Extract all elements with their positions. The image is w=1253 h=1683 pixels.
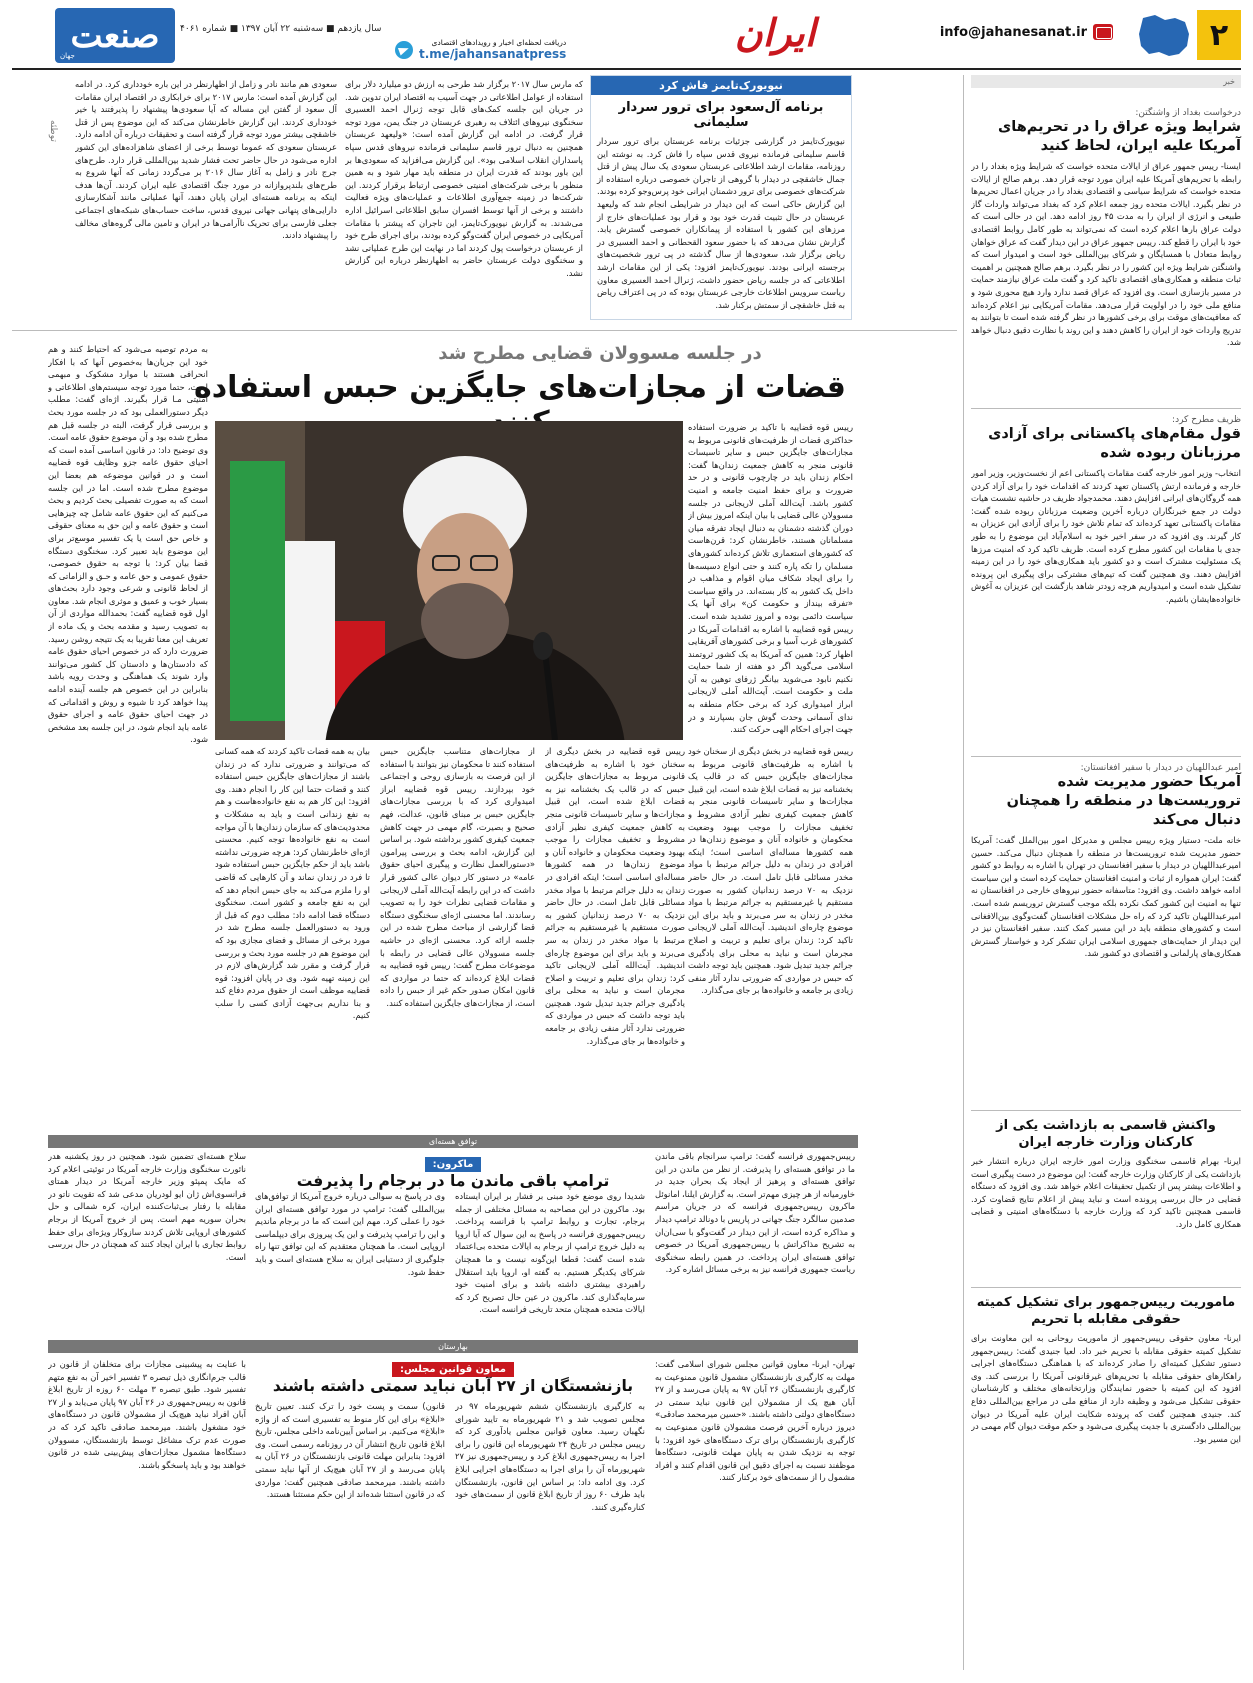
iran-map-icon (1135, 12, 1193, 60)
nyt-body: نیویورک‌تایمز در گزارشی جزئیات برنامه عربستان برای ترور سردار قاسم سلیمانی فرمانده نیروی قدس سپاه را فاش کرد. به نوشته این روزنامه، مقامات ارشد اطلاعاتی عربستان سعودی یک سال پیش از قتل جمال خاشقچی در دیدار با گروهی از تاجران خصوصی درباره استفاده از شرکت‌های خصوصی برای ترور دشمنان ایرانی خود پرس‌وجو کرده بودند. این گزارش حاکی است که این دیدار در شرایطی انجام شد که ولیعهد عربستان در حال تثبیت قدرت خود بود و قرار بود عملیات‌های خارج از مرزهای این کشور با استفاده از پیمانکاران خصوصی گسترش یابد. گزارش نشان می‌دهد که با حضور سعود القحطانی و احمد العسیری در ریاض برگزار شد، سعودی‌ها از سال گذشته در پی ترور شخصیت‌های برجسته ایرانی بودند. نیویورک‌تایمز افزود: یکی از این مقامات ارشد اطلاعاتی که در جلسه ریاض حضور داشت، ژنرال احمد العسیری معاون ریاست سرویس اطلاعات خارجی عربستان بوده که در پی اعتراف ریاض به قتل خاشقچی از سمتش برکنار شد. (597, 136, 845, 310)
baharestan-col: تهران- ایرنا- معاون قوانین مجلس شورای اسلامی گفت: مهلت به کارگیری بازنشستگان مشمول قانون ممنوعیت به کارگیری بازنشستگان ۲۶ آبان ۹۷ به پایان می‌رسد و از ۲۷ آبان هیچ یک از مشمولان این قانون نباید سمتی در دستگاه‌های دولتی داشته باشند. «حسین میرمحمد صادقی» دیروز درباره آخرین فرصت مشمولان قانون ممنوعیت به کارگیری بازنشستگان برای ترک دستگاه‌های خود افزود: با توجه به نزدیک شدن به پایان مهلت قانونی، دستگاه‌ها موظفند نسبت به اجرای دقیق این قانون اقدام کنند و افراد مشمول را از سمت‌های خود برکنار کنند. (655, 1359, 855, 1483)
nyt-headline: برنامه آل‌سعود برای ترور سردار سلیمانی (618, 100, 824, 130)
main-story-col: بیان به همه قضات تاکید کردند که همه کسانی که می‌توانند و ضرورتی ندارد که در زندان باشند از مجازات‌های جایگزین حبس استفاده کنند و قضات حتما این کار را انجام دهند. وی افزود: این کار هم به نفع خانواده‌هاست و هم به نفع زندانی است و باید به مشکلات و محدودیت‌های که سازمان زندان‌ها با آن مواجه است به نفع خانواده‌ها توجه کنیم. محسنی اژه‌ای خاطرنشان کرد: هرچه ضرورتی نداشته باشد باید از حکم جایگزین حبس استفاده شود تا فرد در زندان نماند و آن کارهایی که قاضی او را ملزم می‌کند به جای حبس انجام دهد که این به نفع جامعه و کشور است. سخنگوی دستگاه قضا ادامه داد: مطلب دوم که قبل از ورود به دستورالعمل جلسه مطرح شد در مورد برخی از مسائل و فضای مجازی بود که این موضوع هم در جلسه مورد بحث و بررسی قرار گرفت و مقرر شد گزارش‌های لازم در این زمینه تهیه شود. وی در پایان افزود: قوه قضاییه موظف است از حقوق مردم دفاع کند و بنا نداریم بی‌جهت آزادی کسی را سلب کنیم. (215, 746, 370, 1021)
story-kicker: ظریف مطرح کرد: (1172, 415, 1241, 425)
news-story (971, 415, 1241, 750)
nyt-story-box (590, 75, 852, 320)
news-story (971, 1117, 1241, 1281)
box-label: بهارستان (48, 1340, 858, 1353)
divider (971, 756, 1241, 757)
story-body: ایسنا- رییس جمهور عراق از ایالات متحده خواست که شرایط ویژه بغداد را در رابطه با تحریم‌های آمریکا علیه ایران مورد توجه قرار دهد. برهم صالح از ایالات متحده خواست که شرایط سیاسی و اقتصادی بغداد را در جریان اعمال تحریم‌ها در نظر بگیرد. ایالات متحده روز جمعه اعلام کرد که بغداد می‌تواند واردات گاز طبیعی و انرژی از ایران را به مدت ۴۵ روز ادامه دهد. این در حالی است که دولت عراق بارها اعلام کرده است که نمی‌تواند به طور کامل روابط اقتصادی خود با ایران را قطع کند. رییس جمهور عراق در این دیدار گفت که عراق خواهان روابط متعادل با همسایگان و شرکای بین‌المللی خود است و امیدوار است که واشنگتن شرایط ویژه این کشور را در نظر بگیرد. برهم صالح همچنین بر اهمیت ثبات منطقه و همکاری‌های اقتصادی تاکید کرد و گفت ملت عراق نیازمند حمایت در مسیر بازسازی است. وی افزود که عراق قصد ندارد وارد هیچ محوری شود و منافع ملی خود را در اولویت قرار می‌دهد. مقامات آمریکایی نیز اعلام کرده‌اند که معافیت‌های موقت برای برخی کشورها در نظر گرفته شده است تا بتوانند به تدریج واردات خود از ایران را کاهش دهند و این روند با نظارت دقیق دنبال خواهد شد. (971, 161, 1241, 348)
news-story (971, 763, 1241, 1104)
macron-col: وی در پاسخ به سوالی درباره خروج آمریکا از توافق‌های بین‌المللی گفت: ترامپ در مورد توافق هسته‌ای ایران خود را عملی کرد. مهم این است که ما در برجام ماندیم و این را ترامپ پذیرفت و این یک پیروزی برای دیپلماسی اروپایی است. ما همچنان معتقدیم که این توافق تنها راه جلوگیری از دستیابی ایران به سلاح هسته‌ای است و باید حفظ شود. (255, 1191, 445, 1277)
story-kicker: امیر عبداللهیان در دیدار با سفیر افغانستان: (1080, 763, 1241, 773)
side-label: توطئه (48, 120, 58, 142)
macron-col: سلاح هسته‌ای تضمین شود. همچنین در روز یکشنبه هدر نائورت سخنگوی وزارت خارجه آمریکا در توئیتی اعلام کرد که مایک پمپئو وزیر خارجه آمریکا در دیدار همتای فرانسوی‌اش ژان ایو لودریان مدعی شد که تقویت ناتو در مقابله با رفتار بی‌ثبات‌کننده ایران، کره شمالی و حل بحران سوریه مهم است. پس از خروج آمریکا از برجام کشورهای اروپایی تلاش کردند سازوکار ویژه‌ای برای حفظ روابط تجاری با ایران ایجاد کنند که همچنان در حال بررسی است. (48, 1151, 246, 1262)
masthead-text: صنعت (70, 15, 160, 56)
main-story-col: از مجازات‌های متناسب جایگزین حبس استفاده کنند تا محکومان نیز بتوانند با استفاده از این فرصت به بازسازی روحی و اجتماعی خود بپردازند. رییس قوه قضاییه ابراز امیدواری کرد که با بررسی مجازات‌های جایگزین حبس بر مبنای قانون، عدالت، فهم صحیح و بصیرت، گام مهمی در جهت کاهش جمعیت کیفری کشور برداشته شود. بر اساس این گزارش، ادامه بحث و بررسی پیرامون «دستورالعمل نظارت و پیگیری احیای حقوق عامه» در دستور کار دیوان عالی کشور قرار داشت که در این رابطه آیت‌الله آملی لاریجانی و مقامات قضایی نظرات خود را به تصویب رساندند. اما محسنی اژه‌ای سخنگوی دستگاه قضا گزارشی از مباحث مطرح شده در این جلسه ارائه کرد. محسنی اژه‌ای در حاشیه جلسه مسوولان عالی قضایی در رابطه با موضوعات مطرح گفت: رییس قوه قضاییه به قضات ابلاغ کرده‌اند که حتما در مواردی که قانون امکان صدور حکم غیر از حبس را داده است، از مجازات‌های جایگزین استفاده کنند. (380, 746, 535, 1008)
main-story-headline: قضات از مجازات‌های جایگزین حبس استفاده (194, 370, 846, 405)
news-story (971, 108, 1241, 402)
nyt-body-continued: سعودی هم مانند نادر و زامل از اظهارنظر در این باره خودداری کرد. در ادامه این گزارش آمده است: مارس ۲۰۱۷ برای خرابکاری در اقتصاد ایران مقامات آل سعود از گفتن این مساله که آیا سعودی‌ها پیشنهاد را پذیرفتند یا خیر خودداری کردند. این گزارش خاطرنشان می‌کند که این موضوع پس از قتل خاشقچی بیشتر مورد توجه قرار گرفته است و تحقیقات درباره آن ادامه دارد. عربستان سعودی که عموما توسط برخی از اعضای شاهزاده‌های این کشور اداره می‌شود در حال حاضر تحت فشار شدید بین‌المللی قرار دارد. طرح‌های جرج نادر و زامل به آغاز سال ۲۰۱۶ بر می‌گردد زمانی که آنها شروع به طرح‌های بلندپروازانه در مورد جنگ اقتصادی علیه ایران کردند. آن‌ها هدف اینکه به برنامه هسته‌ای ایران پایان دهند، آنها عملیاتی مانند آشکارسازی دارایی‌های پنهانی جهانی نیروی قدس، ساخت حساب‌های شبکه‌های اجتماعی جعلی فارسی برای تحریک ناآرامی‌ها در ایران و تامین مالی گروه‌های مخالف را پیشنهاد دادند. (75, 79, 337, 241)
column-divider (963, 75, 964, 1670)
story-body: انتخاب- وزیر امور خارجه گفت مقامات پاکستانی اعم از نخست‌وزیر، وزیر امور خارجه و فرمانده ارتش پاکستان تعهد کردند که اقدامات خود را برای آزاد کردن همه گروگان‌های ایرانی افزایش دهند. محمدجواد ظریف در حاشیه نشست هیات دولت در جمع خبرنگاران درباره آخرین وضعیت مرزبانان ربوده شده گفت: مقامات پاکستانی تعهد کرده‌اند که تمام تلاش خود را برای آزادی این عزیزان به کار گیرند. وی افزود که در سفر اخیر خود به اسلام‌آباد این موضوع را به طور جدی با مقامات این کشور مطرح کرده است. ظریف تاکید کرد که امنیت مرزها یک مسئولیت مشترک است و دو کشور باید همکاری‌های خود را در این زمینه افزایش دهند. وی همچنین گفت که تیم‌های مشترکی برای پیگیری این پرونده تشکیل شده است و امیدواریم هرچه زودتر شاهد بازگشت این عزیزان به آغوش خانواده‌هایشان باشیم. (971, 468, 1241, 604)
main-story-col: رییس قوه قضاییه با تاکید بر ضرورت استفاده حداکثری قضات از ظرفیت‌های قانونی مربوط به مجازات‌های جایگزین حبس و سایر تاسیسات قانونی منجر به کاهش جمعیت زندان‌ها گفت: احکام زندان باید در چارچوب قانونی و در حد ضرورت و برای حفظ امنیت جامعه و امنیت کشور باشد. آیت‌الله آملی لاریجانی در جلسه مسوولان عالی قضایی با بیان اینکه امروز بیش از دوران گذشته دشمنان به دنبال ایجاد تفرقه میان مسلمانان هستند، خاطرنشان کرد: قرن‌هاست که کشورهای استعماری تلاش کرده‌اند کشورهای مسلمان را تکه پاره کنند و حتی انواع دسیسه‌ها را برای ایجاد شکاف میان اقوام و مذاهب در داخل یک کشور به کار بسته‌اند. در واقع سیاست «تفرقه بینداز و حکومت کن» برای آنها یک سیاست دائمی بوده و امروز تشدید شده است. رییس قوه قضاییه با اشاره به اقدامات آمریکا در کشورهای غرب آسیا و برخی کشورهای آفریقایی اظهار کرد: همین که آمریکا به یک کشور ثروتمند اسلامی می‌گوید اگر دو هفته از شما حمایت نکنیم نابود می‌شوید بیانگر ژرفای توهین به آن ملت و حکومت است. آیت‌الله آملی لاریجانی ابراز امیدواری کرد که برخی حکام منطقه به ندای آسمانی وحدت گوش جان بسپارند و در جهت اجرای احکام الهی حرکت کنند. (688, 422, 853, 735)
telegram-icon (395, 41, 413, 59)
box-label: توافق هسته‌ای (48, 1135, 858, 1148)
story-body: ایرنا- معاون حقوقی رییس‌جمهور از ماموریت روحانی به این معاونت برای تشکیل کمیته حقوقی مقابله با تحریم خبر داد. لعیا جنیدی گفت: رییس‌جمهور دستور تشکیل کمیته‌ای را صادر کرده‌اند که با هماهنگی دستگاه‌های اجرایی راهکارهای حقوقی مقابله با تحریم‌های غیرقانونی آمریکا را بررسی کند. وی افزود که این کمیته با حضور نمایندگان وزارتخانه‌های مختلف و کارشناسان حقوقی تشکیل می‌شود و وظیفه دارد از منافع ملی در مراجع بین‌المللی دفاع کند. جنیدی همچنین گفت که پرونده شکایت ایران علیه آمریکا در دیوان بین‌المللی دادگستری با جدیت پیگیری می‌شود و حکم موقت دیوان گام مهمی در این مسیر بود. (971, 1333, 1241, 1444)
divider (971, 408, 1241, 409)
story-body: خانه ملت- دستیار ویژه رییس مجلس و مدیرکل امور بین‌الملل گفت: آمریکا حضور مدیریت شده تروریست‌ها در منطقه را همچنان دنبال می‌کند. حسین امیرعبداللهیان در دیدار با سفیر افغانستان در تهران با اشاره به روابط دو کشور گفت: ایران همواره از ثبات و امنیت افغانستان حمایت کرده است و این سیاست ادامه خواهد داشت. وی افزود: متاسفانه حضور نیروهای خارجی در افغانستان نه تنها به امنیت این کشور کمک نکرده بلکه موجب گسترش تروریسم شده است. امیرعبداللهیان تاکید کرد که راه حل مشکلات افغانستان گفت‌وگوی بین‌الافغانی است و کشورهای منطقه باید در این مسیر کمک کنند. سفیر افغانستان نیز در این دیدار از حمایت‌های جمهوری اسلامی ایران تشکر کرد و خواستار گسترش همکاری‌های پارلمانی و اقتصادی دو کشور شد. (971, 835, 1241, 959)
main-story-col: رییس قوه قضاییه در بخش دیگری از سخنان خود با اشاره به ظرفیت‌های قانونی مربوط به مجازات‌های جایگزین حبس که در قالب یک بخشنامه نیز به قضات ابلاغ شده است، این قبیل مجازات‌ها و سایر تاسیسات قانونی منجر به کاهش جمعیت کیفری نظیر آزادی مشروط و تخفیف مجازات را موجب بهبود وضعیت محکومان و خانواده آنان و موضوع زندان‌ها در همه کشورها مساله‌ای اساسی است؛ اینکه افرادی در زندان به دلیل جرائم مرتبط با مواد مخدر مسائلی قابل تامل است. در حال حاضر نزدیک به ۷۰ درصد زندانیان کشور به صورت مستقیم یا غیرمستقیم به جرائم مرتبط با مواد مخدر در زندان به سر می‌برند و باید برای این موضوع چاره‌ای اندیشید. آیت‌الله آملی لاریجانی تاکید کرد: زندان برای تعلیم و تربیت و اصلاح مجرمان است و نباید به محلی برای یادگیری جرائم جدید تبدیل شود. همچنین باید توجه داشت که حبس در مواردی که ضرورتی ندارد آثار منفی زیادی بر جامعه و خانواده‌ها بر جای می‌گذارد. (545, 746, 685, 1046)
main-story-kicker: در جلسه مسوولان قضایی مطرح شد (438, 343, 762, 364)
box-kicker: معاون قوانین مجلس: (392, 1362, 514, 1377)
email-address[interactable] (940, 24, 1113, 40)
main-story-col: به مردم توصیه می‌شود که احتیاط کنند و هم خود این جریان‌ها به‌خصوص آنها که با افکار انحرافی هستند با موارد مشکوک و مبهمی است، حتما مورد توجه سیستم‌های اطلاعاتی و امنیتی مـا قرار بگیرند. اژه‌ای گفت: مطلب دیگر دستورالعملی بود که در جلسه مورد بحث و بررسی قرار گرفت، البته در جلسه قبل هم مطرح شده بود و آن موضوع حقوق عامه است. وی توضیح داد: در قانون اساسی آمده است که احیای حقوق عامه جزو وظایف قوه قضاییه است و در قوانین موضوعه هم بعضا این موضوع مطرح شده است. اما در این جلسه است که به صورت تفصیلی بحث کردیم و بحث می‌کنیم که این حقوق عامه شامل چه چیزهایی است و حقوق عامه و این حق به معنای حقوقی و خاص حق است یا یک تفسیر موسع‌تر برای این موضوع باید تعبیر کرد. سخنگوی دستگاه قضا بیان کرد: با توجه به حقوق خصوصی، حقوق عمومی و حق عامه و حـق و الزاماتی که از لحاظ قانونی و شرعی وجود دارد بحث‌های بسیار خوب و عمیق و موثری انجام شد. معاون اول قوه قضاییه گفت: بحمدالله مواردی از آن به تصویب رسید و مقدمه بحث و یک ماده از تعریف این معنا تقریبا به یک نتیجه روشن رسید. ضرورت دارد که در خصوص احیای حقوق عامه که دادستان‌ها و دادستان کل کشور می‌توانند وارد شوند یک هماهنگی و وحدت رویه باشد بنابراین در این خصوص هم جلسه آینده ادامه پیدا خواهد کرد تا شیوه و روش و اقداماتی که در جهت احیای حقوق عامه و اجرای حقوق عامه باید انجام شود، در این جلسه بعد مشخص شود. (48, 344, 208, 745)
box-headline: بازنشستگان از ۲۷ آبان نباید سمتی داشته باشند (272, 1377, 634, 1395)
news-story (971, 1294, 1241, 1582)
story-body: ایرنا- بهرام قاسمی سخنگوی وزارت امور خارجه ایران درباره انتشار خبر بازداشت یکی از کارکنان وزارت خارجه گفت: این موضوع در دست پیگیری است و اطلاعات بیشتر پس از تکمیل تحقیقات اعلام خواهد شد. وی افزود که دستگاه قضایی در حال بررسی پرونده است و نباید پیش از اعلام نتایج قضاوت کرد. قاسمی همچنین تاکید کرد که وزارت خارجه با دستگاه‌های امنیتی و قضایی همکاری کامل دارد. (971, 1156, 1241, 1229)
nyt-body-continued: که مارس سال ۲۰۱۷ برگزار شد طرحی به ارزش دو میلیارد دلار برای استفاده از عوامل اطلاعاتی در جهت آسیب به اقتصاد ایران تدوین شد. در جریان این جلسه کمک‌های قابل توجه ژنرال احمد العسیری سخنگوی نیروهای ائتلاف به رهبری عربستان در جنگ یمن، مورد توجه قرار گرفت. در ادامه این گزارش آمده است: «ولیعهد عربستان همچنین به دنبال ترور قاسم سلیمانی فرمانده نیروهای قدس سپاه پاسداران انقلاب اسلامی بود». این گزارش می‌افزاید که سعودی‌ها بر این باور بودند که قدرت ایران در منطقه باید مهار شود و به همین منظور با برخی شرکت‌های امنیتی خصوصی ارتباط برقرار کردند. این شرکت‌ها در زمینه جمع‌آوری اطلاعات و عملیات‌های ویژه فعالیت داشتند و برخی از آنها توسط افسران سابق اطلاعاتی اسرائیل اداره می‌شدند. به گزارش نیویورک‌تایمز، این تاجران که پیشتر با مقامات آمریکایی در خصوص ایران گفت‌وگو کرده بودند، برای اجرای طرح خود از عربستان درخواست پول کردند اما در نهایت این طرح عملیاتی نشد و سخنگوی دولت عربستان حاضر به اظهارنظر درباره این گزارش نشد. (345, 79, 583, 278)
main-story-col: رییس قوه قضاییه در بخش دیگری از سخنان خود با اشاره به ظرفیت‌های قانونی مربوط به مجازات‌های جایگزین حبس که در قالب یک بخشنامه نیز به قضات ابلاغ شده است، این قبیل مجازات‌ها و سایر تاسیسات قانونی منجر به کاهش جمعیت کیفری نظیر آزادی مشروط و تخفیف مجازات را موجب بهبود وضعیت محکومان و خانواده آنان و موضوع زندان‌ها در همه کشورها مساله‌ای اساسی است؛ اینکه افرادی در زندان به دلیل جرائم مرتبط با مواد مخدر مسائلی قابل تامل است. در حال حاضر نزدیک به ۷۰ درصد زندانیان کشور به صورت مستقیم یا غیرمستقیم به جرائم مرتبط با مواد مخدر در زندان به سر می‌برند و باید برای این موضوع چاره‌ای اندیشید. آیت‌الله آملی لاریجانی تاکید کرد: زندان برای تعلیم و تربیت و اصلاح مجرمان است و نباید به محلی برای یادگیری جرائم جدید تبدیل شود. همچنین باید توجه داشت که حبس در مواردی که ضرورتی ندارد آثار منفی زیادی بر جامعه و خانواده‌ها بر جای می‌گذارد. (688, 746, 853, 996)
mail-icon (1093, 24, 1113, 40)
main-story-photo (215, 421, 683, 740)
header-divider (12, 68, 1241, 70)
baharestan-col: به کارگیری بازنشستگان ششم شهریورماه ۹۷ در مجلس تصویب شد و ۲۱ شهریورماه به تایید شورای نگهبان رسید. معاون قوانین مجلس یادآوری کرد که رییس مجلس در تاریخ ۲۴ شهریورماه این قانون را برای اجرا به رییس‌جمهوری ابلاغ کرد و رییس‌جمهوری نیز ۲۷ شهریورماه آن را برای اجرا به دستگاه‌های اجرایی ابلاغ کرد. وی ادامه داد: بر اساس این قانون، بازنشستگان باید ظرف ۶۰ روز از تاریخ ابلاغ قانون از سمت‌های خود کناره‌گیری کنند. (455, 1401, 645, 1512)
cleric-photo-icon (215, 421, 683, 740)
box-headline: ترامپ باقی ماندن ما در برجام را پذیرفت (296, 1172, 610, 1190)
page-number: ۲ (1197, 10, 1241, 60)
telegram-caption: دریافت لحظه‌ای اخبار و رویدادهای اقتصادی (431, 38, 567, 47)
masthead-subtitle: جهان (60, 52, 75, 60)
box-kicker: ماکرون: (425, 1157, 482, 1172)
baharestan-col: قانون) سمت و پست خود را ترک کنند. تعیین تاریخ «ابلاغ» برای این کار منوط به تفسیری است که از واژه «ابلاغ» می‌کنیم. بر اساس آیین‌نامه داخلی مجلس، تاریخ ابلاغ قانون تاریخ انتشار آن در روزنامه رسمی است. وی افزود: بنابراین مهلت قانونی بازنشستگان در ۲۶ آبان به پایان می‌رسد و از ۲۷ آبان هیچ‌یک از آنها نباید سمتی داشته باشند. میرمحمد صادقی همچنین گفت: مواردی که در قانون استثنا شده‌اند از این حکم مستثنا هستند. (255, 1401, 445, 1500)
divider (12, 330, 957, 331)
story-kicker: درخواست بغداد از واشنگتن: (1135, 108, 1241, 118)
baharestan-col: با عنایت به پیشبینی مجازات برای متخلفان از قانون در قالب جرم‌انگاری ذیل تبصره ۳ تفسیر اخیر آن به نفع متهم تفسیر شود. طبق تبصره ۳ مهلت ۶۰ روزه از تاریخ ابلاغ قانون به رییس‌جمهوری در ۲۶ آبان ۹۷ پایان می‌یابد و از ۲۷ آبان افراد نباید هیچ‌یک از مشمولان قانون در دستگاه‌های خود مشغول باشند. میرمحمد صادقی تاکید کرد که در صورت عدم ترک مشاغل توسط بازنشستگان، مسوولان دستگاه‌ها مشمول مجازات‌های پیش‌بینی شده در قانون خواهند بود و باید پاسخگو باشند. (48, 1359, 246, 1470)
telegram-url: t.me/jahansanatpress (419, 47, 567, 61)
section-title: ایران (734, 10, 816, 55)
story-headline: شرایط ویژه عراق را در تحریم‌های آمریکا علیه ایران، لحاظ کنید (998, 119, 1241, 154)
story-headline: ماموریت رییس‌جمهور برای تشکیل کمیته حقوقی مقابله با تحریم (976, 1295, 1236, 1327)
issue-info: سال یازدهم ■ سه‌شنبه ۲۲ آبان ۱۳۹۷ ■ شماره ۴۰۶۱ (180, 24, 382, 34)
divider (971, 1287, 1241, 1288)
macron-col: شدیدا روی موضع خود مبنی بر فشار بر ایران ایستاده بود. ماکرون در این مصاحبه به مسائل مختلفی از جمله برجام، تجارت و روابط ترامپ با فرانسه پرداخت. رییس‌جمهوری فرانسه در پاسخ به این سوال که آیا اروپا به دلیل خروج ترامپ از برجام به ایالات متحده بی‌اعتماد شده است گفت: قطعا این‌گونه نیست و ما همچنان شرکای یکدیگر هستیم. به گفته او، اروپا باید استقلال راهبردی بیشتری داشته باشد و برای امنیت خود سرمایه‌گذاری کند. ماکرون در عین حال تصریح کرد که ایالات متحده همچنان متحد تاریخی فرانسه است. (455, 1191, 645, 1315)
telegram-link[interactable] (395, 38, 625, 61)
nyt-label: نیویورک‌تایمز فاش کرد (591, 76, 851, 95)
story-headline: واکنش قاسمی به بازداشت یکی از کارکنان وزارت خارجه ایران (996, 1118, 1216, 1150)
right-column-label: خبر (971, 75, 1241, 88)
right-column (971, 75, 1241, 1582)
story-headline: قول مقام‌های پاکستانی برای آزادی مرزبانان ربوده شده (988, 426, 1241, 461)
divider (971, 1110, 1241, 1111)
story-headline: آمریکا حضور مدیریت شده تروریست‌ها در منطقه را همچنان دنبال می‌کند (1006, 774, 1241, 828)
email-text: info@jahanesanat.ir (939, 24, 1087, 40)
macron-col: رییس‌جمهوری فرانسه گفت: ترامپ سرانجام باقی ماندن ما در توافق هسته‌ای را پذیرفت. از نظر من ماندن در این توافق هسته‌ای و پرهیز از ایجاد یک بحران جدید در خاورمیانه از هر چیزی مهم‌تر است. به گزارش ایلنا، امانوئل ماکرون رییس‌جمهوری فرانسه که در جریان مراسم صدمین سالگرد جنگ جهانی در پاریس با دونالد ترامپ دیدار و مذاکره کرده است، از این دیدار در گفت‌وگو با سی‌ان‌ان به تشریح مذاکراتش با رییس‌جمهوری آمریکا در خصوص توافق هسته‌ای ایران پرداخت. در همین رابطه سخنگوی ریاست جمهوری فرانسه نیز به برخی مسائل اشاره کرد. (655, 1151, 855, 1275)
